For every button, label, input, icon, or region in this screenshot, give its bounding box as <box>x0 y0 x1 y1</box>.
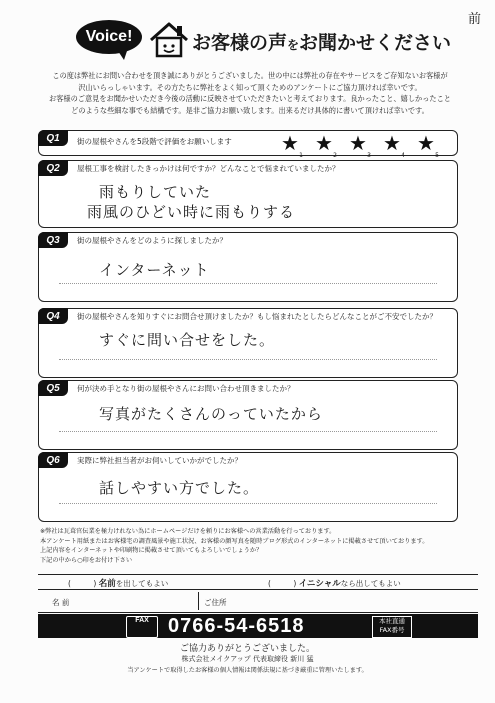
question-2 <box>38 160 458 228</box>
consent-row <box>38 574 478 590</box>
question-tag: Q3 <box>38 232 68 248</box>
intro-text: この度は弊社にお問い合わせを頂き誠にありがとうございました。世の中には弊社の存在やサービスをご存知ないお客様が 沢山いらっしゃいます。その方たちに弊社をよく知って頂くためのアンケートにご協力頂ければ幸いです。 お客様のご意見をお聞かせいただき今後の活動に反映させていただきたいと考えております。良かったこと、嬉しかったこと どのような些細な事でも結構です。是非ご協力お願い致します。出来るだけ具体的に書いて頂ければ幸いです。 <box>49 71 451 115</box>
fax-bar <box>38 614 478 638</box>
fax-label: 本社直通 FAX番号 <box>372 616 412 638</box>
thanks-text: ご協力ありがとうございました。 <box>179 644 315 654</box>
name-address-row <box>38 590 478 613</box>
star-1[interactable]: ★ 1 <box>281 131 303 159</box>
header <box>76 18 452 66</box>
company-name: 株式会社メイクアップ 代表取締役 新川 猛 <box>181 655 314 663</box>
question-6 <box>38 452 458 522</box>
question-1 <box>38 130 458 159</box>
star-icon: ★ <box>281 131 299 155</box>
star-4[interactable]: ★ 4 <box>383 131 405 159</box>
question-text: 街の屋根やさんをどのように探しましたか？ <box>77 236 227 245</box>
question-tag: Q5 <box>38 380 68 396</box>
fax-number: 0766-54-6518 <box>168 615 305 637</box>
question-3 <box>38 232 458 302</box>
star-icon: ★ <box>315 131 333 155</box>
star-icon: ★ <box>349 131 367 155</box>
voice-bubble: Voice! <box>76 20 142 54</box>
answer-text[interactable]: インターネット <box>99 261 210 279</box>
answer-line-1[interactable]: 雨もりしていた <box>99 183 212 201</box>
answer-text[interactable]: 話しやすい方でした。 <box>99 479 260 497</box>
rating-stars <box>281 131 439 159</box>
question-text: 何が決め手となり街の屋根やさんにお問い合わせ頂きましたか？ <box>77 384 295 393</box>
house-icon <box>148 20 190 60</box>
consent-option-name[interactable]: ( ) 名前を出してもよい <box>68 579 169 589</box>
question-text: 実際に弊社担当者がお伺いしていかがでしたか？ <box>77 456 242 465</box>
voice-bubble-tail <box>116 48 128 60</box>
question-tag: Q4 <box>38 308 68 324</box>
question-tag: Q2 <box>38 160 68 176</box>
question-4 <box>38 308 458 378</box>
star-5[interactable]: ★ 5 <box>417 131 439 159</box>
answer-text[interactable]: すぐに問い合せをした。 <box>99 331 276 349</box>
answer-text[interactable]: 写真がたくさんのっていたから <box>99 405 323 423</box>
question-text: 街の屋根やさんを5段階で評価をお願いします <box>77 137 232 146</box>
privacy-note: 当アンケートで取得したお客様の個人情報は関係法規に基づき厳重に管理いたします。 <box>127 667 368 674</box>
corner-mark: 前 <box>467 12 481 27</box>
star-2[interactable]: ★ 2 <box>315 131 337 159</box>
question-text: 屋根工事を検討したきっかけは何ですか？どんなことで悩まれていましたか？ <box>77 164 340 173</box>
star-icon: ★ <box>417 131 435 155</box>
question-text: 街の屋根やさんを知りすぐにお問合せ頂けましたか？もし悩まれたとしたらどんなことがご不安でしたか？ <box>77 312 437 321</box>
answer-line-2[interactable]: 雨風のひどい時に雨もりする <box>87 203 296 221</box>
address-label: ご住所 <box>204 598 227 607</box>
page-title: お客様の声をお聞かせください <box>192 32 452 54</box>
consent-option-initial[interactable]: ( ) イニシャルなら出してもよい <box>268 579 401 589</box>
notes: ※弊社は瓦葺官伝業を極力けれない為にホームページだけを頼りにお客様への営業活動を行っております。 本アンケート用紙またはお客様宅の調査風景や施工状況、お客様の顔写真を随時ブログ形式のインターネットに掲載させて頂いております。 上記内容をインターネットや印刷物に掲載させて頂いてもよろしいでしょうか？ 下記の中から○印をお付け下さい <box>40 528 429 564</box>
question-tag: Q6 <box>38 452 68 468</box>
star-icon: ★ <box>383 131 401 155</box>
question-5 <box>38 380 458 450</box>
star-3[interactable]: ★ 3 <box>349 131 371 159</box>
question-tag: Q1 <box>38 130 68 146</box>
fax-icon: FAX <box>126 616 158 638</box>
name-label: 名 前 <box>52 598 70 607</box>
